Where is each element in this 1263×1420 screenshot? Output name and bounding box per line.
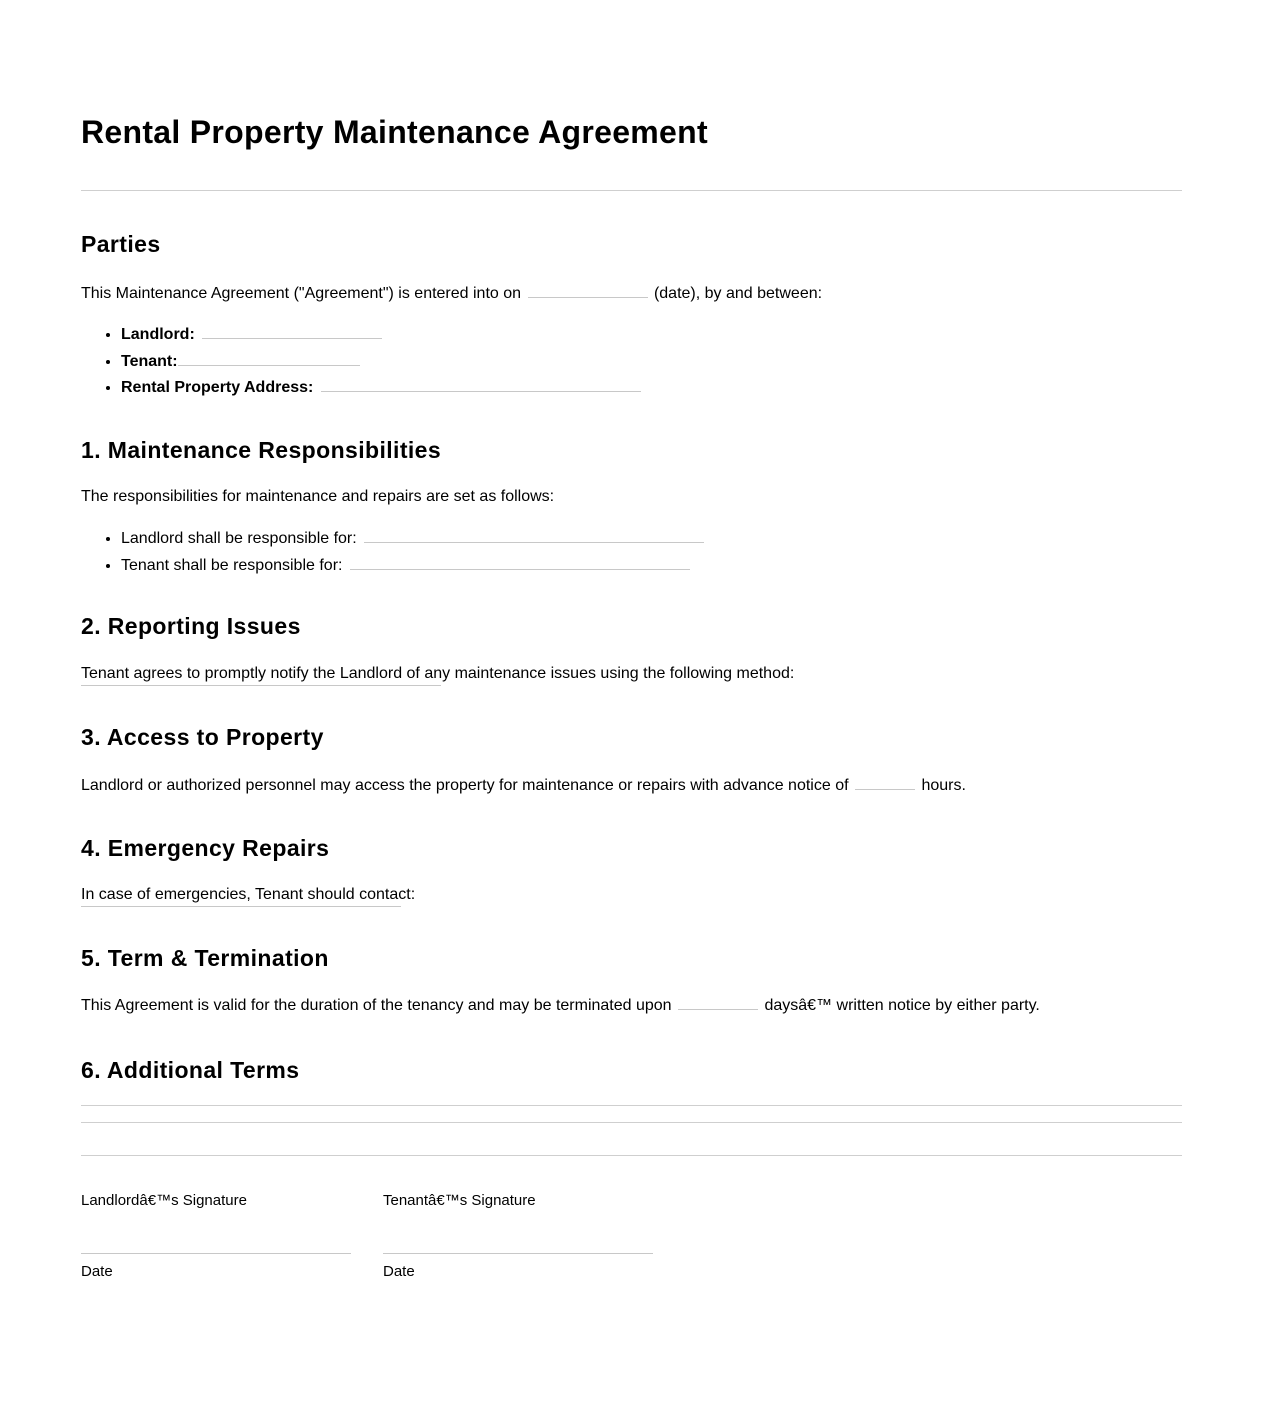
signature-section [81,1191,1182,1282]
access-text-after: hours. [921,776,966,794]
section3-heading: 3. Access to Property [81,723,324,750]
landlord-signature-line[interactable] [81,1253,351,1254]
notice-hours-blank[interactable] [855,775,915,790]
section2-text [81,664,1182,684]
parties-heading: Parties [81,231,161,257]
landlord-responsibility-blank[interactable] [364,528,704,543]
signature-divider [81,1155,1182,1156]
additional-terms-line-1[interactable] [81,1105,1182,1106]
parties-intro-after: (date), by and between: [653,285,823,302]
title-divider [81,190,1182,191]
list-item [121,555,1182,576]
list-item [121,324,1182,345]
termination-text-after: daysâ€™ written notice by either party. [764,996,1040,1014]
tenant-date-label: Date [383,1262,415,1280]
date-blank[interactable] [528,283,648,298]
access-text-before: Landlord or authorized personnel may access the property for maintenance or repairs with advance notice of [81,776,849,794]
emergency-contact-blank[interactable] [81,906,401,907]
emergency-contact-text: In case of emergencies, Tenant should contact: [81,885,416,903]
responsibilities-list [81,528,1182,576]
tenant-signature-label: Tenantâ€™s Signature [383,1191,536,1209]
tenant-signature-block [383,1191,653,1282]
landlord-label: Landlord: [121,326,195,343]
section1-intro: The responsibilities for maintenance and repairs are set as follows: [81,488,555,505]
parties-list [81,324,1182,398]
list-item [121,528,1182,549]
section5-text [81,995,1182,1016]
property-address-label: Rental Property Address: [121,379,314,396]
parties-intro [81,283,1182,304]
tenant-responsibility-label: Tenant shall be responsible for: [121,556,343,574]
section3-text [81,775,1182,796]
property-address-blank[interactable] [321,377,641,392]
landlord-date-label: Date [81,1262,113,1280]
section6-heading: 6. Additional Terms [81,1056,300,1083]
reporting-method-text: Tenant agrees to promptly notify the Landlord of any maintenance issues using the following method: [81,664,795,682]
tenant-label: Tenant: [121,352,178,370]
termination-text-before: This Agreement is valid for the duration of the tenancy and may be terminated upon [81,996,672,1014]
landlord-signature-block [81,1191,351,1282]
section4-heading: 4. Emergency Repairs [81,834,330,861]
landlord-signature-label: Landlordâ€™s Signature [81,1191,247,1209]
section1-heading: 1. Maintenance Responsibilities [81,437,442,463]
section5-heading: 5. Term & Termination [81,944,329,971]
notice-days-blank[interactable] [678,995,758,1010]
reporting-method-blank[interactable] [81,685,441,686]
page-title: Rental Property Maintenance Agreement [81,114,708,150]
parties-intro-before: This Maintenance Agreement ("Agreement") is entered into on [81,285,522,302]
additional-terms-line-2[interactable] [81,1122,1182,1123]
section2-heading: 2. Reporting Issues [81,612,301,639]
section4-text [81,885,1182,905]
list-item [121,377,1182,398]
tenant-responsibility-blank[interactable] [350,555,690,570]
list-item [121,351,1182,372]
tenant-signature-line[interactable] [383,1253,653,1254]
landlord-name-blank[interactable] [202,324,382,339]
tenant-name-blank[interactable] [178,351,360,366]
landlord-responsibility-label: Landlord shall be responsible for: [121,530,357,547]
